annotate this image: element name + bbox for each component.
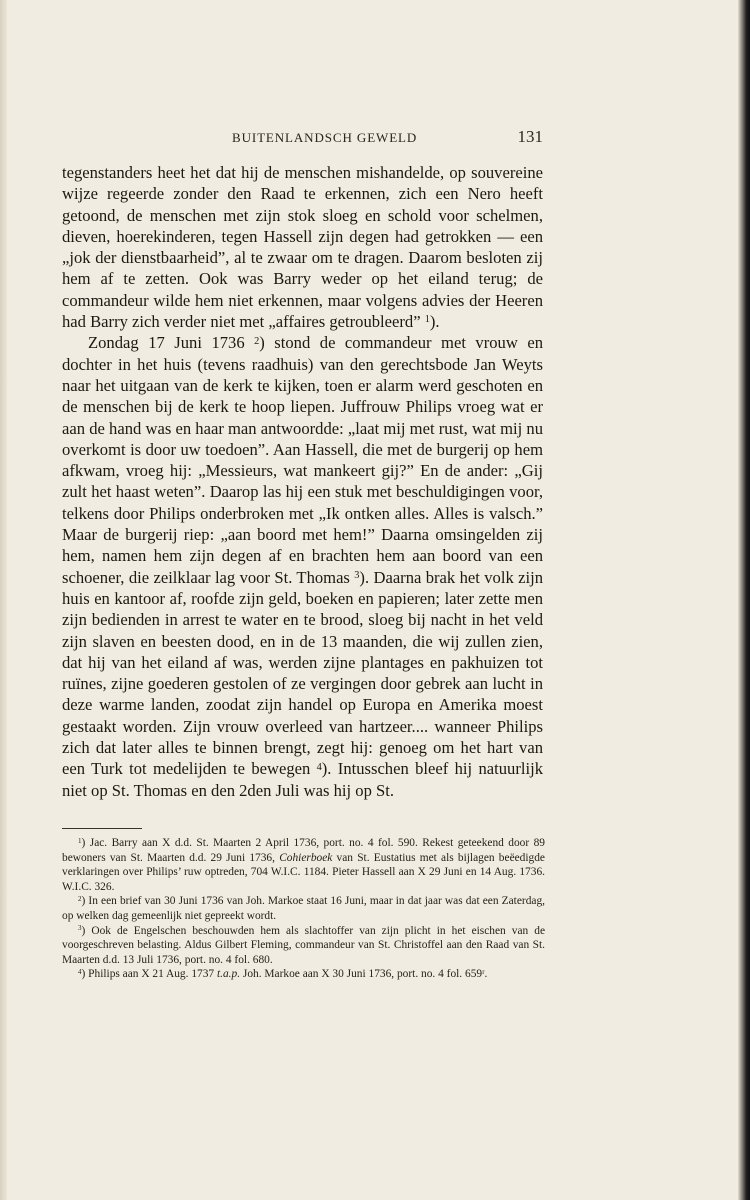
paragraph-1: tegenstanders heet het dat hij de menschen mishandelde, op souvereine wijze regeerde zonder den Raad te erkennen, zich een Nero heeft getoond, de menschen met zijn stok sloeg en schold voor schelmen, dieven, hoerekinderen, tegen Hassell zijn degen had getrokken — een „jok der dienstbaarheid”, al te zwaar om te dragen. Daarom besloten zij hem af te zetten. Ook was Barry weder op het eiland terug; de commandeur wilde hem niet erkennen, maar volgens advies der Heeren had Barry zich verder niet met „affaires getroubleerd” $^1$). (62, 163, 543, 332)
page-number: 131 (517, 127, 543, 146)
body-text (62, 162, 543, 801)
footnote-ref-1[interactable]: 1 (424, 314, 430, 326)
footnote-ref-3[interactable]: 3 (354, 570, 360, 582)
footnote-ref-4[interactable]: 4 (316, 761, 322, 773)
paragraph-1-text: tegenstanders heet het dat hij de menschen mishandelde, op souvereine wijze regeerde zonder den Raad te erkennen, zich een Nero heeft getoond, de menschen met zijn stok sloeg en schold voor schelmen, dieven, hoerekinderen, tegen Hassell zijn degen had getrokken — een „jok der dienstbaarheid”, al te zwaar om te dragen. Daarom besloten zij hem af te zetten. Ook was Barry weder op het eiland terug; de commandeur wilde hem niet erkennen, maar volgens advies der Heeren had Barry zich verder niet met „affaires getroubleerd” (62, 163, 543, 332)
footnote-separator (62, 828, 142, 829)
footnote-1: $^1$) Jac. Barry aan X d.d. St. Maarten 2 April 1736, port. no. 4 fol. 590. Rekest geteekend door 89 bewoners van St. Maarten d.d. 29 Juni 1736, Cohierboek van St. Eustatius met als bijlagen beëedigde verklaringen over Philips’ ruw optreden, 704 W.I.C. 1184. Pieter Hassell aan X 29 Juni en 14 Aug. 1736. W.I.C. 326. (62, 836, 545, 893)
footnote-4: $^4$) Philips aan X 21 Aug. 1737 t.a.p. Joh. Markoe aan X 30 Juni 1736, port. no. 4 fol. 659ʳ. (78, 968, 488, 981)
running-header (62, 127, 543, 149)
page-left-edge (0, 0, 7, 1200)
paragraph-2: Zondag 17 Juni 1736 $^2$) stond de commandeur met vrouw en dochter in het huis (tevens raadhuis) van den gerechtsbode Jan Weyts naar het uitgaan van de kerk te kijken, toen er alarm werd geschoten en de menschen bij de kerk te hoop liepen. Juffrouw Philips vroeg wat er aan de hand was en haar man antwoordde: „laat mij met rust, wat mij nu overkomt is door uw toedoen”. Aan Hassell, die met de burgerij op hem afkwam, vroeg hij: „Messieurs, wat mankeert gij?” En de ander: „Gij zult het haast weten”. Daarop las hij een stuk met beschuldigingen voor, telkens door Philips onderbroken met „Ik ontken alles. Alles is valsch.” Maar de burgerij riep: „aan boord met hem!” Daarna omsingelden zij hem, namen hem zijn degen af en brachten hem aan boord van een schoener, die zeilklaar lag voor St. Thomas $^3$). Daarna brak het volk zijn huis en kantoor af, roofde zijn geld, boeken en papieren; later zette men zijn bedienden in arrest te water en te brood, sloeg bij nacht in het veld zijn slaven en beesten dood, en in de 13 maanden, die wij zullen zien, dat hij van het eiland af was, werden zijne plantages en pakhuizen tot ruïnes, zijne goederen gestolen of ze vergingen door gebrek aan lucht in deze warme landen, zoodat zijn handel op Europa en Amerika moest gestaakt worden. Zijn vrouw overleed van hartzeer.... wanneer Philips zich dat later alles te binnen brengt, zegt hij: genoeg om het hart van een Turk tot medelijden te bewegen $^4$). Intusschen bleef hij natuurlijk niet op St. Thomas en den 2den Juli was hij op St. (62, 333, 543, 800)
footnotes (62, 836, 545, 982)
footnote-2: $^2$) In een brief van 30 Juni 1736 van Joh. Markoe staat 16 Juni, maar in dat jaar was dat een Zaterdag, op welken dag gemeenlijk niet gepreekt wordt. (62, 895, 545, 922)
page-right-edge-shadow (738, 0, 750, 1200)
footnote-3: $^3$) Ook de Engelschen beschouwden hem als slachtoffer van zijn plicht in het eischen van de voorgeschreven belasting. Aldus Gilbert Fleming, commandeur van St. Christoffel aan den Raad van St. Maarten d.d. 13 Juli 1736, port. no. 4 fol. 680. (62, 924, 545, 966)
footnote-ref-2[interactable]: 2 (254, 335, 260, 347)
running-title: BUITENLANDSCH GEWELD (232, 130, 418, 145)
